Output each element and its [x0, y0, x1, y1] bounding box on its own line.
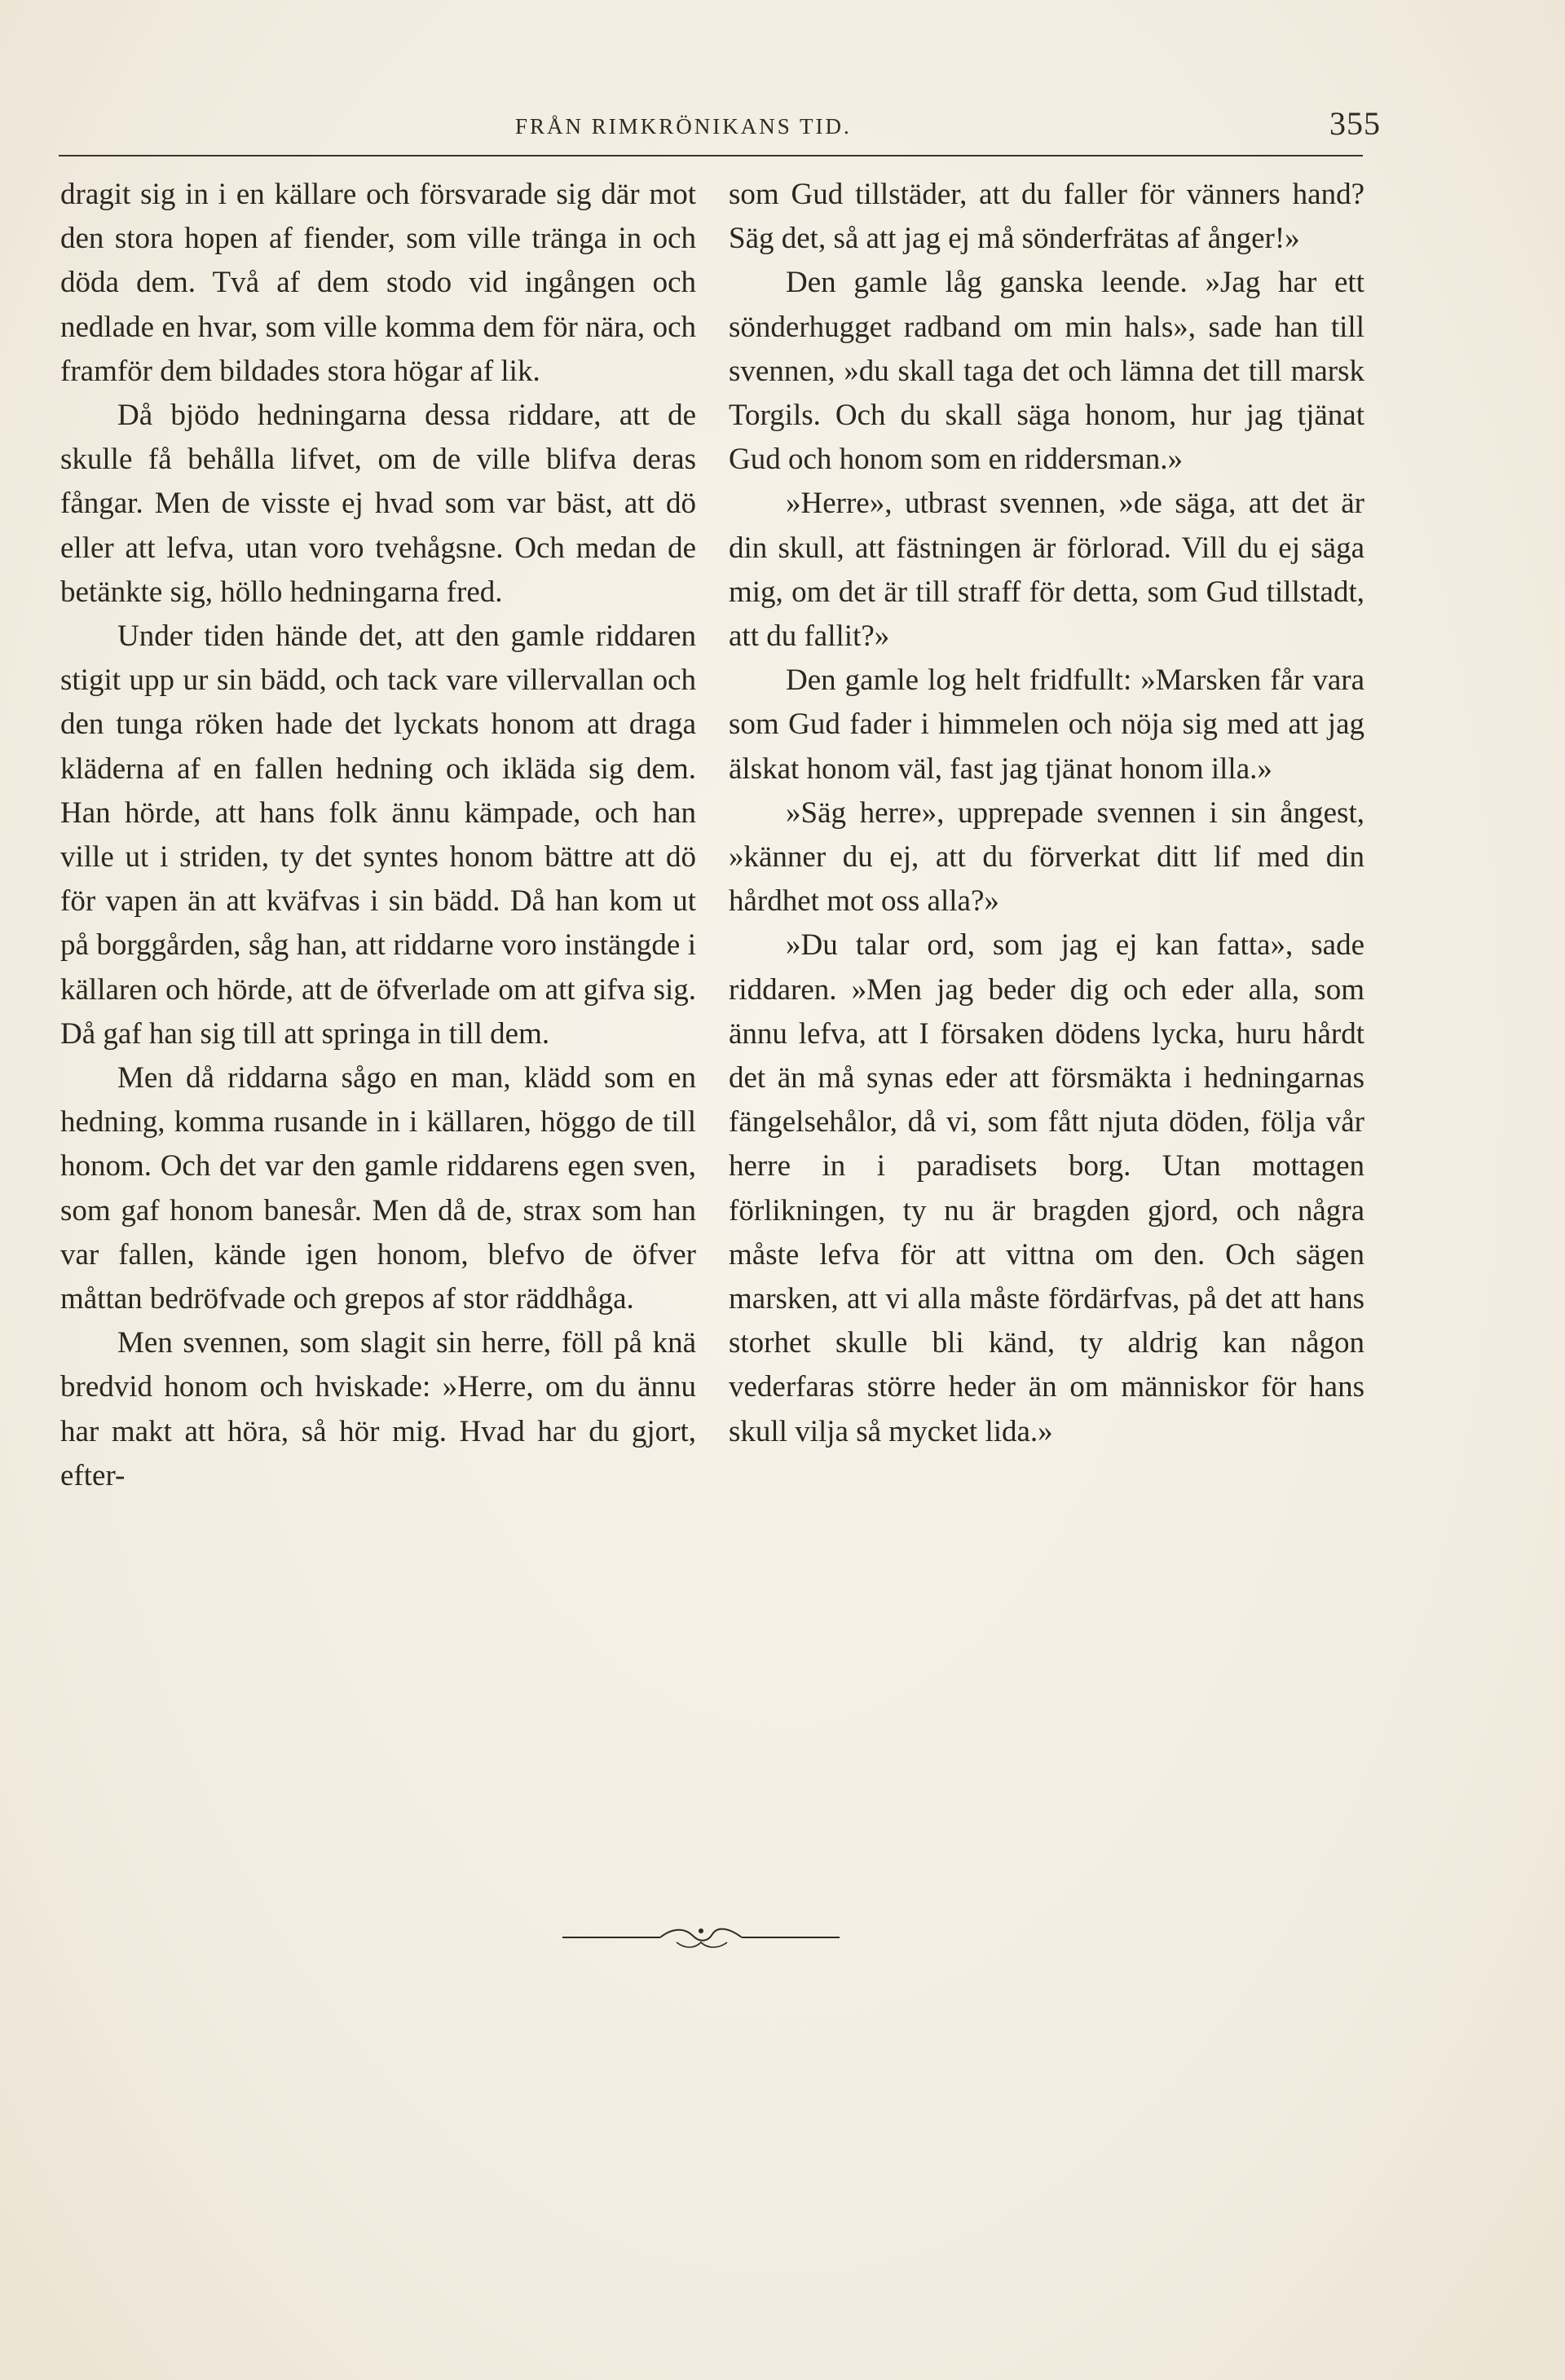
running-head	[59, 99, 1381, 148]
paragraph: »Herre», utbrast svennen, »de säga, att det är din skull, att fästningen är förlorad. Vill du ej säga mig, om det är till straff för detta, som Gud tillstadt, att du fallit?»	[729, 487, 1364, 654]
paragraph: Men svennen, som slagit sin herre, föll på knä bredvid honom och hviskade: »Herre, om du ännu har makt att höra, så hör mig. Hvad har du gjort, efter-	[60, 1326, 696, 1492]
paragraph: Under tiden hände det, att den gamle riddaren stigit upp ur sin bädd, och tack vare villervallan och den tunga röken hade det lyckats honom att draga kläderna af en fallen hedning och ikläda sig dem. Han hörde, att hans folk ännu kämpade, och han ville ut i striden, ty det syntes honom bättre att dö för vapen än att kväfvas i sin bädd. Då han kom ut på borggården, såg han, att riddarne voro instängde i källaren och hörde, att de öfverlade om att gifva sig. Då gaf han sig till att springa in till dem.	[60, 619, 696, 1051]
paragraph: som Gud tillstäder, att du faller för vänners hand? Säg det, så att jag ej må sönderfrätas af ånger!»	[729, 178, 1364, 256]
header-rule	[59, 155, 1363, 156]
end-ornament-icon	[562, 1919, 840, 1960]
right-text-column	[729, 173, 1364, 1454]
paragraph: Då bjödo hedningarna dessa riddare, att de skulle få behålla lifvet, om de ville blifva deras fångar. Men de visste ej hvad som var bäst, att dö eller att lefva, utan voro tvehågsne. Och medan de betänkte sig, höllo hedningarna fred.	[60, 399, 696, 609]
paragraph: »Säg herre», upprepade svennen i sin ångest, »känner du ej, att du förverkat ditt lif med din hårdhet mot oss alla?»	[729, 796, 1364, 919]
paragraph: »Du talar ord, som jag ej kan fatta», sade riddaren. »Men jag beder dig och eder alla, som ännu lefva, att I försaken dödens lycka, huru hårdt det än må synas eder att försmäkta i hedningarnas fängelsehålor, då vi, som fått njuta döden, följa vår herre in i paradisets borg. Utan mottagen förlikningen, ty nu är bragden gjord, och några måste lefva för att vittna om den. Och sägen marsken, att vi alla måste fördärfvas, på det att hans storhet skulle bli känd, ty aldrig kan någon vederfaras större heder än om människor för hans skull vilja så mycket lida.»	[729, 928, 1364, 1448]
page-number: 355	[1329, 105, 1381, 142]
left-text-column	[60, 173, 696, 1498]
paragraph: Men då riddarna sågo en man, klädd som en hedning, komma rusande in i källaren, höggo de till honom. Och det var den gamle riddarens egen sven, som gaf honom banesår. Men då de, strax som han var fallen, kände igen honom, blefvo de öfver måttan bedröfvade och grepos af stor räddhåga.	[60, 1061, 696, 1316]
running-title: FRÅN RIMKRÖNIKANS TID.	[515, 114, 852, 139]
paragraph: dragit sig in i en källare och försvarade sig där mot den stora hopen af fiender, som ville tränga in och döda dem. Två af dem stodo vid ingången och nedlade en hvar, som ville komma dem för nära, och framför dem bildades stora högar af lik.	[60, 178, 696, 388]
paragraph: Den gamle log helt fridfullt: »Marsken får vara som Gud fader i himmelen och nöja sig med att jag älskat honom väl, fast jag tjänat honom illa.»	[729, 663, 1364, 786]
paragraph: Den gamle låg ganska leende. »Jag har ett sönderhugget radband om min hals», sade han till svennen, »du skall taga det och lämna det till marsk Torgils. Och du skall säga honom, hur jag tjänat Gud och honom som en riddersman.»	[729, 266, 1364, 477]
